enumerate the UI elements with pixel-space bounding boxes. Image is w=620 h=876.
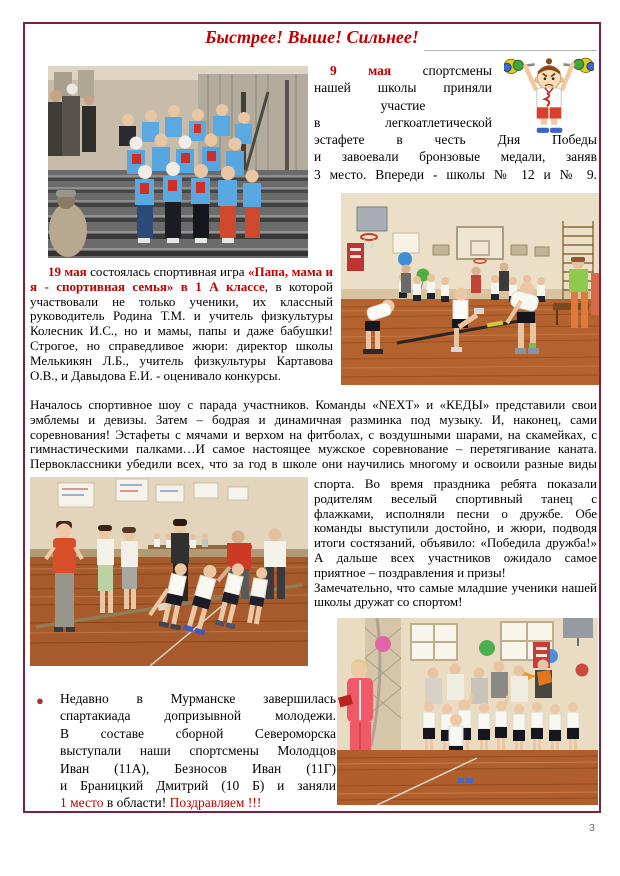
article-line: спартакиада допризывной молодежи. (60, 708, 336, 724)
article-paragraph: Началось спортивное шоу с парада участников. Команды «NEXT» и «КЕДЫ» представили свои эмблемы и девизы. Затем – бодрая и динамичная разминка под музыку. И, наконец, сами соревнования! Эстафеты с мячами и верхом на фитболах, с воздушными шарами, на скамейках, с гимнастическими палками…И самое настоящее мужское соревнование – перетягивание каната. Первоклассники убедили всех, что за год в школе они научились многому и освоили разные виды (30, 397, 597, 472)
article-line: 3 место. Впереди - школы № 12 и № 9. (314, 166, 597, 182)
article-sport-show (30, 398, 597, 472)
article-line: в легкоатлетической (314, 114, 492, 130)
article-family-game-19-may (30, 265, 333, 383)
article-sport-continued (314, 477, 597, 610)
article-line: эстафете в честь Дня Победы (314, 132, 597, 148)
article-line: выступали наши спортсмены Молодцов (60, 743, 336, 759)
relay-team-photo (48, 66, 308, 258)
article-line: Иван (11А), Безносов Иван (11Г) (60, 760, 336, 776)
article-paragraph: Замечательно, что самые младшие ученики нашей школы дружат со спортом! (314, 579, 597, 610)
article-line: участие (380, 97, 426, 113)
article-line: нашей школы приняли (314, 80, 492, 96)
list-bullet: ● (36, 693, 44, 708)
clipart-border-line (424, 50, 597, 51)
article-line: 1 место в области! Поздравляем !!! (60, 795, 262, 811)
page-title: Быстрее! Выше! Сильнее! (205, 27, 419, 47)
article-line: 9 мая спортсмены (330, 63, 492, 78)
article-spartakiad (36, 690, 336, 812)
article-relay-9-may (314, 62, 597, 183)
article-line: и завоевали бронзовые медали, заняв (314, 149, 597, 165)
article-line: и Браницкий Дмитрий (10 Б) и заняли (60, 778, 336, 794)
article-paragraph: спорта. Во время праздника ребята показали родителям веселый спортивный танец с флажками, исполняли песни о дружбе. Обе команды выступили достойно, и жюри, подводя итоги состязаний, объявило: «Победила дружба!» А дальше всех участников ожидало самое приятное – поздравления и призы! (314, 476, 597, 580)
page-number: 3 (589, 822, 595, 834)
article-paragraph: 19 мая состоялась спортивная игра «Папа, мама и я - спортивная семья» в 1 А классе, в которой участвовали не только ученики, их классный руководитель Родина Т.М. и учитель физкультуры Колесник И.С., но и мамы, папы и даже бабушки! Строгое, но справедливое жюри: директор школы Мелькикян Л.Б., учитель физкультуры Картавова О.В., и Давыдова Е.И. - оценивало конкурсы. (30, 264, 333, 383)
article-line: Недавно в Мурманске завершилась (60, 691, 336, 706)
tug-of-war-photo (30, 477, 308, 666)
article-line: В составе сборной Североморска (60, 725, 336, 741)
gym-hockey-photo (341, 193, 599, 385)
gym-celebration-photo (337, 618, 598, 805)
